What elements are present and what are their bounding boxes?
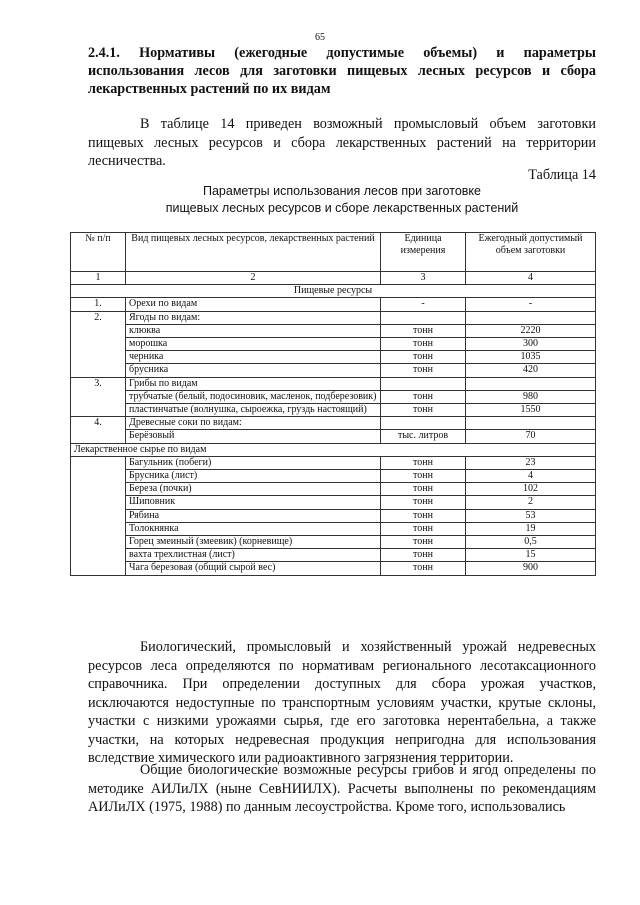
header-volume: Ежегодный допустимый объем заготовки bbox=[466, 233, 596, 272]
section-food-label: Пищевые ресурсы bbox=[71, 285, 596, 298]
row-name: Грибы по видам bbox=[126, 377, 381, 390]
page-number: 65 bbox=[315, 32, 325, 43]
table-title-line1: Параметры использования лесов при заготовке bbox=[203, 184, 481, 198]
row-value: 70 bbox=[466, 430, 596, 443]
row-unit: тонн bbox=[381, 536, 466, 549]
row-value: 980 bbox=[466, 390, 596, 403]
table-row bbox=[71, 522, 596, 535]
table-row bbox=[71, 364, 596, 377]
col-number: 1 bbox=[71, 272, 126, 285]
row-unit: тонн bbox=[381, 522, 466, 535]
row-name: Горец змеиный (змеевик) (корневище) bbox=[126, 536, 381, 549]
row-unit: тонн bbox=[381, 390, 466, 403]
row-value bbox=[466, 377, 596, 390]
row-name: Древесные соки по видам: bbox=[126, 417, 381, 430]
row-unit: тонн bbox=[381, 483, 466, 496]
table-row bbox=[71, 456, 596, 469]
row-name: морошка bbox=[126, 338, 381, 351]
row-unit bbox=[381, 377, 466, 390]
table-row bbox=[71, 483, 596, 496]
row-unit: - bbox=[381, 298, 466, 311]
row-unit: тонн bbox=[381, 509, 466, 522]
row-name: пластинчатые (волнушка, сыроежка, груздь настоящий) bbox=[126, 404, 381, 417]
row-unit: тонн bbox=[381, 351, 466, 364]
table-row bbox=[71, 496, 596, 509]
row-value bbox=[466, 417, 596, 430]
row-name: Толокнянка bbox=[126, 522, 381, 535]
row-name: Багульник (побеги) bbox=[126, 456, 381, 469]
row-name: Рябина bbox=[126, 509, 381, 522]
row-value: 1550 bbox=[466, 404, 596, 417]
row-unit: тонн bbox=[381, 364, 466, 377]
intro-paragraph: В таблице 14 приведен возможный промысловый объем заготовки пищевых лесных ресурсов и сбора лекарственных растений на территории лесничества. bbox=[88, 116, 596, 169]
header-num: № п/п bbox=[71, 233, 126, 272]
table-row bbox=[71, 509, 596, 522]
row-name: Брусника (лист) bbox=[126, 470, 381, 483]
row-name: Береза (почки) bbox=[126, 483, 381, 496]
col-number: 2 bbox=[126, 272, 381, 285]
row-value: 102 bbox=[466, 483, 596, 496]
table-row bbox=[71, 377, 596, 390]
row-num: 4. bbox=[71, 417, 126, 443]
header-unit: Единица измерения bbox=[381, 233, 466, 272]
table-row bbox=[71, 470, 596, 483]
resources-table bbox=[70, 232, 596, 576]
table-row bbox=[71, 430, 596, 443]
table-row bbox=[71, 562, 596, 575]
table-title bbox=[88, 183, 596, 217]
row-name: брусника bbox=[126, 364, 381, 377]
row-value: 19 bbox=[466, 522, 596, 535]
table-row bbox=[71, 311, 596, 324]
row-name: вахта трехлистная (лист) bbox=[126, 549, 381, 562]
table-label: Таблица 14 bbox=[528, 167, 596, 183]
row-unit bbox=[381, 417, 466, 430]
table-row bbox=[71, 351, 596, 364]
section-heading: 2.4.1. Нормативы (ежегодные допустимые объемы) и параметры использования лесов для заготовки пищевых лесных ресурсов и сбора лекарственных растений по их видам bbox=[88, 45, 596, 97]
row-value: 900 bbox=[466, 562, 596, 575]
row-value: 0,5 bbox=[466, 536, 596, 549]
row-unit: тонн bbox=[381, 456, 466, 469]
col-number: 3 bbox=[381, 272, 466, 285]
paragraph-biological: Биологический, промысловый и хозяйственный урожай недревесных ресурсов леса определяются по нормативам регионального лесотаксационного справочника. При определении доступных для сбора урожая участков, исключаются недоступные по транспортным условиям участки, крутые склоны, участки с низкими урожаями сырья, где его заготовка нерентабельна, а также участки, на которых недревесная продукция непригодна для использования вследствие химического или радиоактивного загрязнения территории. bbox=[88, 639, 596, 766]
row-name: трубчатые (белый, подосиновик, масленок, подберезовик) bbox=[126, 390, 381, 403]
table-title-line2: пищевых лесных ресурсов и сборе лекарственных растений bbox=[165, 201, 519, 215]
row-value: 15 bbox=[466, 549, 596, 562]
section-row-medicinal bbox=[71, 443, 596, 456]
row-value: - bbox=[466, 298, 596, 311]
row-value bbox=[466, 311, 596, 324]
row-unit: тонн bbox=[381, 549, 466, 562]
row-value: 420 bbox=[466, 364, 596, 377]
table-row bbox=[71, 417, 596, 430]
table-row bbox=[71, 404, 596, 417]
row-value: 1035 bbox=[466, 351, 596, 364]
table-header-row bbox=[71, 233, 596, 272]
table-row bbox=[71, 324, 596, 337]
table-row bbox=[71, 390, 596, 403]
row-name: Чага березовая (общий сырой вес) bbox=[126, 562, 381, 575]
row-unit: тонн bbox=[381, 562, 466, 575]
table-row bbox=[71, 549, 596, 562]
row-value: 2 bbox=[466, 496, 596, 509]
row-value: 4 bbox=[466, 470, 596, 483]
table-row bbox=[71, 338, 596, 351]
table-row bbox=[71, 298, 596, 311]
row-name: клюква bbox=[126, 324, 381, 337]
row-num bbox=[71, 456, 126, 575]
col-number: 4 bbox=[466, 272, 596, 285]
row-num: 2. bbox=[71, 311, 126, 377]
row-value: 53 bbox=[466, 509, 596, 522]
row-value: 300 bbox=[466, 338, 596, 351]
paragraph-resources: Общие биологические возможные ресурсы грибов и ягод определены по методике АИЛиЛХ (ныне СевНИИЛХ). Расчеты выполнены по рекомендациям АИЛиЛХ (1975, 1988) по данным лесоустройства. Кроме того, использовались bbox=[88, 762, 596, 815]
row-name: Орехи по видам bbox=[126, 298, 381, 311]
row-name: черника bbox=[126, 351, 381, 364]
table-row bbox=[71, 536, 596, 549]
section-medicinal-label: Лекарственное сырье по видам bbox=[71, 443, 596, 456]
row-num: 1. bbox=[71, 298, 126, 311]
row-unit: тонн bbox=[381, 324, 466, 337]
header-resource: Вид пищевых лесных ресурсов, лекарственных растений bbox=[126, 233, 381, 272]
row-name: Берёзовый bbox=[126, 430, 381, 443]
row-name: Ягоды по видам: bbox=[126, 311, 381, 324]
row-num: 3. bbox=[71, 377, 126, 417]
row-value: 23 bbox=[466, 456, 596, 469]
row-unit bbox=[381, 311, 466, 324]
row-unit: тонн bbox=[381, 496, 466, 509]
row-unit: тонн bbox=[381, 404, 466, 417]
row-unit: тонн bbox=[381, 470, 466, 483]
section-row-food bbox=[71, 285, 596, 298]
column-number-row bbox=[71, 272, 596, 285]
row-unit: тыс. литров bbox=[381, 430, 466, 443]
row-unit: тонн bbox=[381, 338, 466, 351]
row-value: 2220 bbox=[466, 324, 596, 337]
row-name: Шиповник bbox=[126, 496, 381, 509]
